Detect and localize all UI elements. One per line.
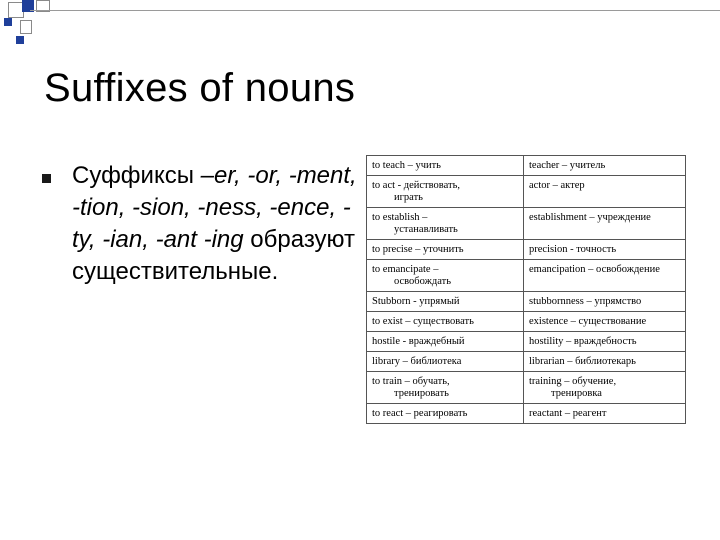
noun-cell-text: reactant – реагент [529, 408, 607, 419]
noun-cell-text: librarian – библиотекарь [529, 356, 636, 367]
verb-cell-text: to react – реагировать [372, 408, 468, 419]
table-row [367, 156, 686, 176]
verb-cell-text: to act - действовать, [372, 180, 460, 191]
noun-cell [524, 208, 686, 240]
verb-cell-text: to precise – уточнить [372, 244, 464, 255]
noun-cell [524, 372, 686, 404]
noun-cell-text: emancipation – освобождение [529, 264, 660, 275]
table-row [367, 240, 686, 260]
verb-cell-text: to train – обучать, [372, 376, 450, 387]
decorative-square [20, 20, 32, 34]
verb-cell-continuation: освобождать [394, 276, 452, 287]
verb-cell-text: to establish – [372, 212, 428, 223]
table-row [367, 332, 686, 352]
table-row [367, 352, 686, 372]
table-row [367, 404, 686, 424]
verb-cell [367, 176, 524, 208]
table-row [367, 372, 686, 404]
noun-cell-text: establishment – учреждение [529, 212, 651, 223]
noun-cell-text: stubbornness – упрямство [529, 296, 642, 307]
verb-cell [367, 240, 524, 260]
verb-cell [367, 312, 524, 332]
suffix-table [366, 155, 686, 424]
table-row [367, 260, 686, 292]
noun-cell [524, 260, 686, 292]
table-row [367, 292, 686, 312]
verb-cell-text: library – библиотека [372, 356, 462, 367]
noun-cell [524, 332, 686, 352]
header-divider [30, 10, 720, 11]
noun-cell-text: training – обучение, [529, 376, 617, 387]
noun-cell [524, 352, 686, 372]
noun-cell [524, 156, 686, 176]
verb-cell-continuation: устанавливать [394, 224, 458, 235]
verb-cell [367, 352, 524, 372]
noun-cell-text: precision - точность [529, 244, 617, 255]
decorative-square [4, 18, 12, 26]
verb-cell-text: to teach – учить [372, 160, 441, 171]
verb-cell-text: Stubborn - упрямый [372, 296, 460, 307]
verb-cell-text: to exist – существовать [372, 316, 474, 327]
verb-cell [367, 208, 524, 240]
verb-cell [367, 404, 524, 424]
bullet-text-pre: Суффиксы [72, 162, 201, 189]
noun-cell [524, 404, 686, 424]
noun-cell [524, 240, 686, 260]
suffix-list: –er, -or, -ment, -tion, -sion, -ness, -ence, -ty, -ian, -ant -ing [72, 162, 357, 253]
table-row [367, 312, 686, 332]
verb-cell-text: hostile - враждебный [372, 336, 465, 347]
verb-cell-continuation: играть [394, 192, 423, 203]
noun-cell-text: hostility – враждебность [529, 336, 637, 347]
table-row [367, 208, 686, 240]
noun-cell-continuation: тренировка [551, 388, 602, 399]
bullet-text [72, 160, 362, 288]
verb-cell [367, 260, 524, 292]
verb-cell-text: to emancipate – [372, 264, 439, 275]
bullet-square-icon [42, 174, 51, 183]
noun-cell [524, 312, 686, 332]
decorative-square [16, 36, 24, 44]
noun-cell [524, 292, 686, 312]
verb-cell [367, 292, 524, 312]
verb-cell [367, 372, 524, 404]
verb-cell [367, 332, 524, 352]
noun-cell-text: existence – существование [529, 316, 647, 327]
verb-cell [367, 156, 524, 176]
slide-title: Suffixes of nouns [44, 66, 356, 110]
noun-cell [524, 176, 686, 208]
verb-cell-continuation: тренировать [394, 388, 449, 399]
noun-cell-text: actor – актер [529, 180, 585, 191]
noun-cell-text: teacher – учитель [529, 160, 606, 171]
table-row [367, 176, 686, 208]
bullet-text-post: образуют существительные. [72, 226, 356, 285]
